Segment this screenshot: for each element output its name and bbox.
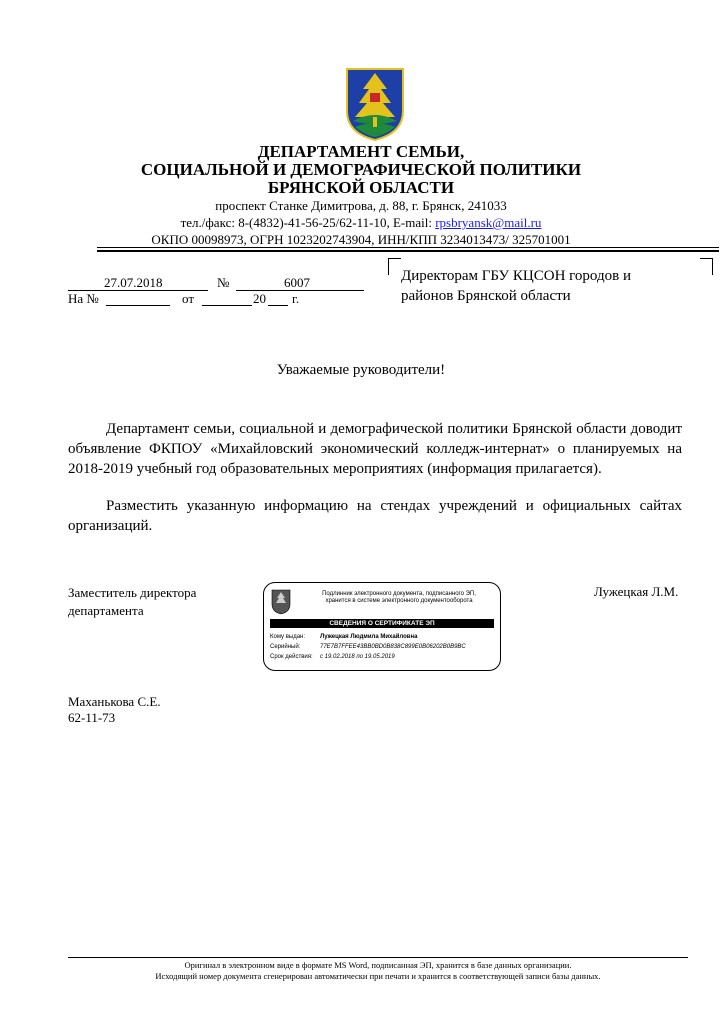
number-label: №	[217, 275, 230, 290]
salutation: Уважаемые руководители!	[276, 362, 446, 378]
email-link[interactable]: rpsbryansk@mail.ru	[435, 215, 542, 230]
stamp-title-bar: СВЕДЕНИЯ О СЕРТИФИКАТЕ ЭП	[270, 619, 494, 628]
year-underline	[268, 305, 288, 306]
signatory-name: Лужецкая Л.М.	[594, 584, 679, 599]
stamp-header	[304, 591, 494, 605]
stamp-header-line1: Подлинник электронного документа, подписанного ЭП,	[322, 591, 476, 597]
org-address: проспект Станке Димитрова, д. 88, г. Брянск, 241033	[215, 198, 507, 213]
serial-label: Серийный:	[270, 644, 301, 650]
addressee-line1: Директорам ГБУ КЦСОН городов и	[401, 268, 631, 284]
stamp-issued-row	[270, 633, 417, 641]
org-name-line1: ДЕПАРТАМЕНТ СЕМЬИ,	[257, 142, 465, 161]
ref-underline	[106, 305, 170, 306]
stamp-emblem-icon	[271, 589, 291, 615]
ref-label: На №	[68, 291, 99, 306]
addressee-line2: районов Брянской области	[401, 288, 571, 304]
issued-label: Кому выдан:	[270, 634, 306, 640]
header-divider-thin	[97, 247, 719, 248]
stamp-header-line2: хранится в системе электронного документооборота	[325, 598, 473, 604]
phone-fax: тел./факс: 8-(4832)-41-56-25/62-11-10, E-mail:	[180, 215, 436, 230]
e-signature-stamp	[263, 582, 501, 671]
position-line2: департамента	[68, 603, 144, 618]
position-line1: Заместитель директора	[68, 585, 197, 600]
org-contacts	[0, 215, 722, 231]
year-label: 20	[253, 291, 266, 306]
signatory-position	[68, 584, 196, 620]
stamp-serial-row	[270, 643, 466, 651]
body-paragraph-1: Департамент семьи, социальной и демографической политики Брянской области доводит объявление ФКПОУ «Михайловский экономический колледж-интернат» о планируемых на 2018-2019 учебный год образовательных мероприятиях (информация прилагается).	[68, 421, 682, 477]
org-name-line2: СОЦИАЛЬНОЙ И ДЕМОГРАФИЧЕСКОЙ ПОЛИТИКИ	[140, 160, 582, 179]
g-label: г.	[292, 291, 300, 306]
validity-label: Срок действия:	[270, 654, 313, 660]
org-codes: ОКПО 00098973, ОГРН 1023202743904, ИНН/КПП 3234013473/ 325701001	[151, 232, 571, 247]
footer-divider	[68, 957, 688, 958]
addressee-corner-left	[388, 258, 401, 275]
outgoing-number: 6007	[284, 275, 310, 290]
issued-value: Лужецкая Людмила Михайловна	[320, 634, 418, 640]
footer-line1: Оригинал в электронном виде в формате MS Word, подписанная ЭП, хранится в базе данных организации.	[184, 960, 572, 970]
executor-phone: 62-11-73	[68, 710, 116, 725]
addressee-block	[401, 266, 691, 306]
body-paragraph-2: Разместить указанную информацию на стендах учреждений и официальных сайтах организаций.	[68, 498, 682, 534]
serial-value: 77E7B7FFEE43BB0BD0B838C899E0B06202B0B9BC	[320, 644, 466, 650]
outgoing-date: 27.07.2018	[104, 275, 163, 290]
from-underline	[202, 305, 252, 306]
footer-line2: Исходящий номер документа сгенерирован автоматически при печати и хранится в соответствующей записи базы данных.	[155, 971, 601, 981]
stamp-validity-row	[270, 653, 395, 661]
executor-block	[68, 694, 161, 726]
executor-name: Маханькова С.Е.	[68, 694, 161, 709]
coat-of-arms-emblem	[345, 65, 405, 141]
addressee-corner-right	[700, 258, 713, 275]
validity-value: с 19.02.2018 по 19.05.2019	[320, 654, 395, 660]
org-name-line3: БРЯНСКОЙ ОБЛАСТИ	[267, 178, 455, 197]
from-label: от	[182, 291, 195, 306]
header-divider-thick	[97, 250, 719, 252]
